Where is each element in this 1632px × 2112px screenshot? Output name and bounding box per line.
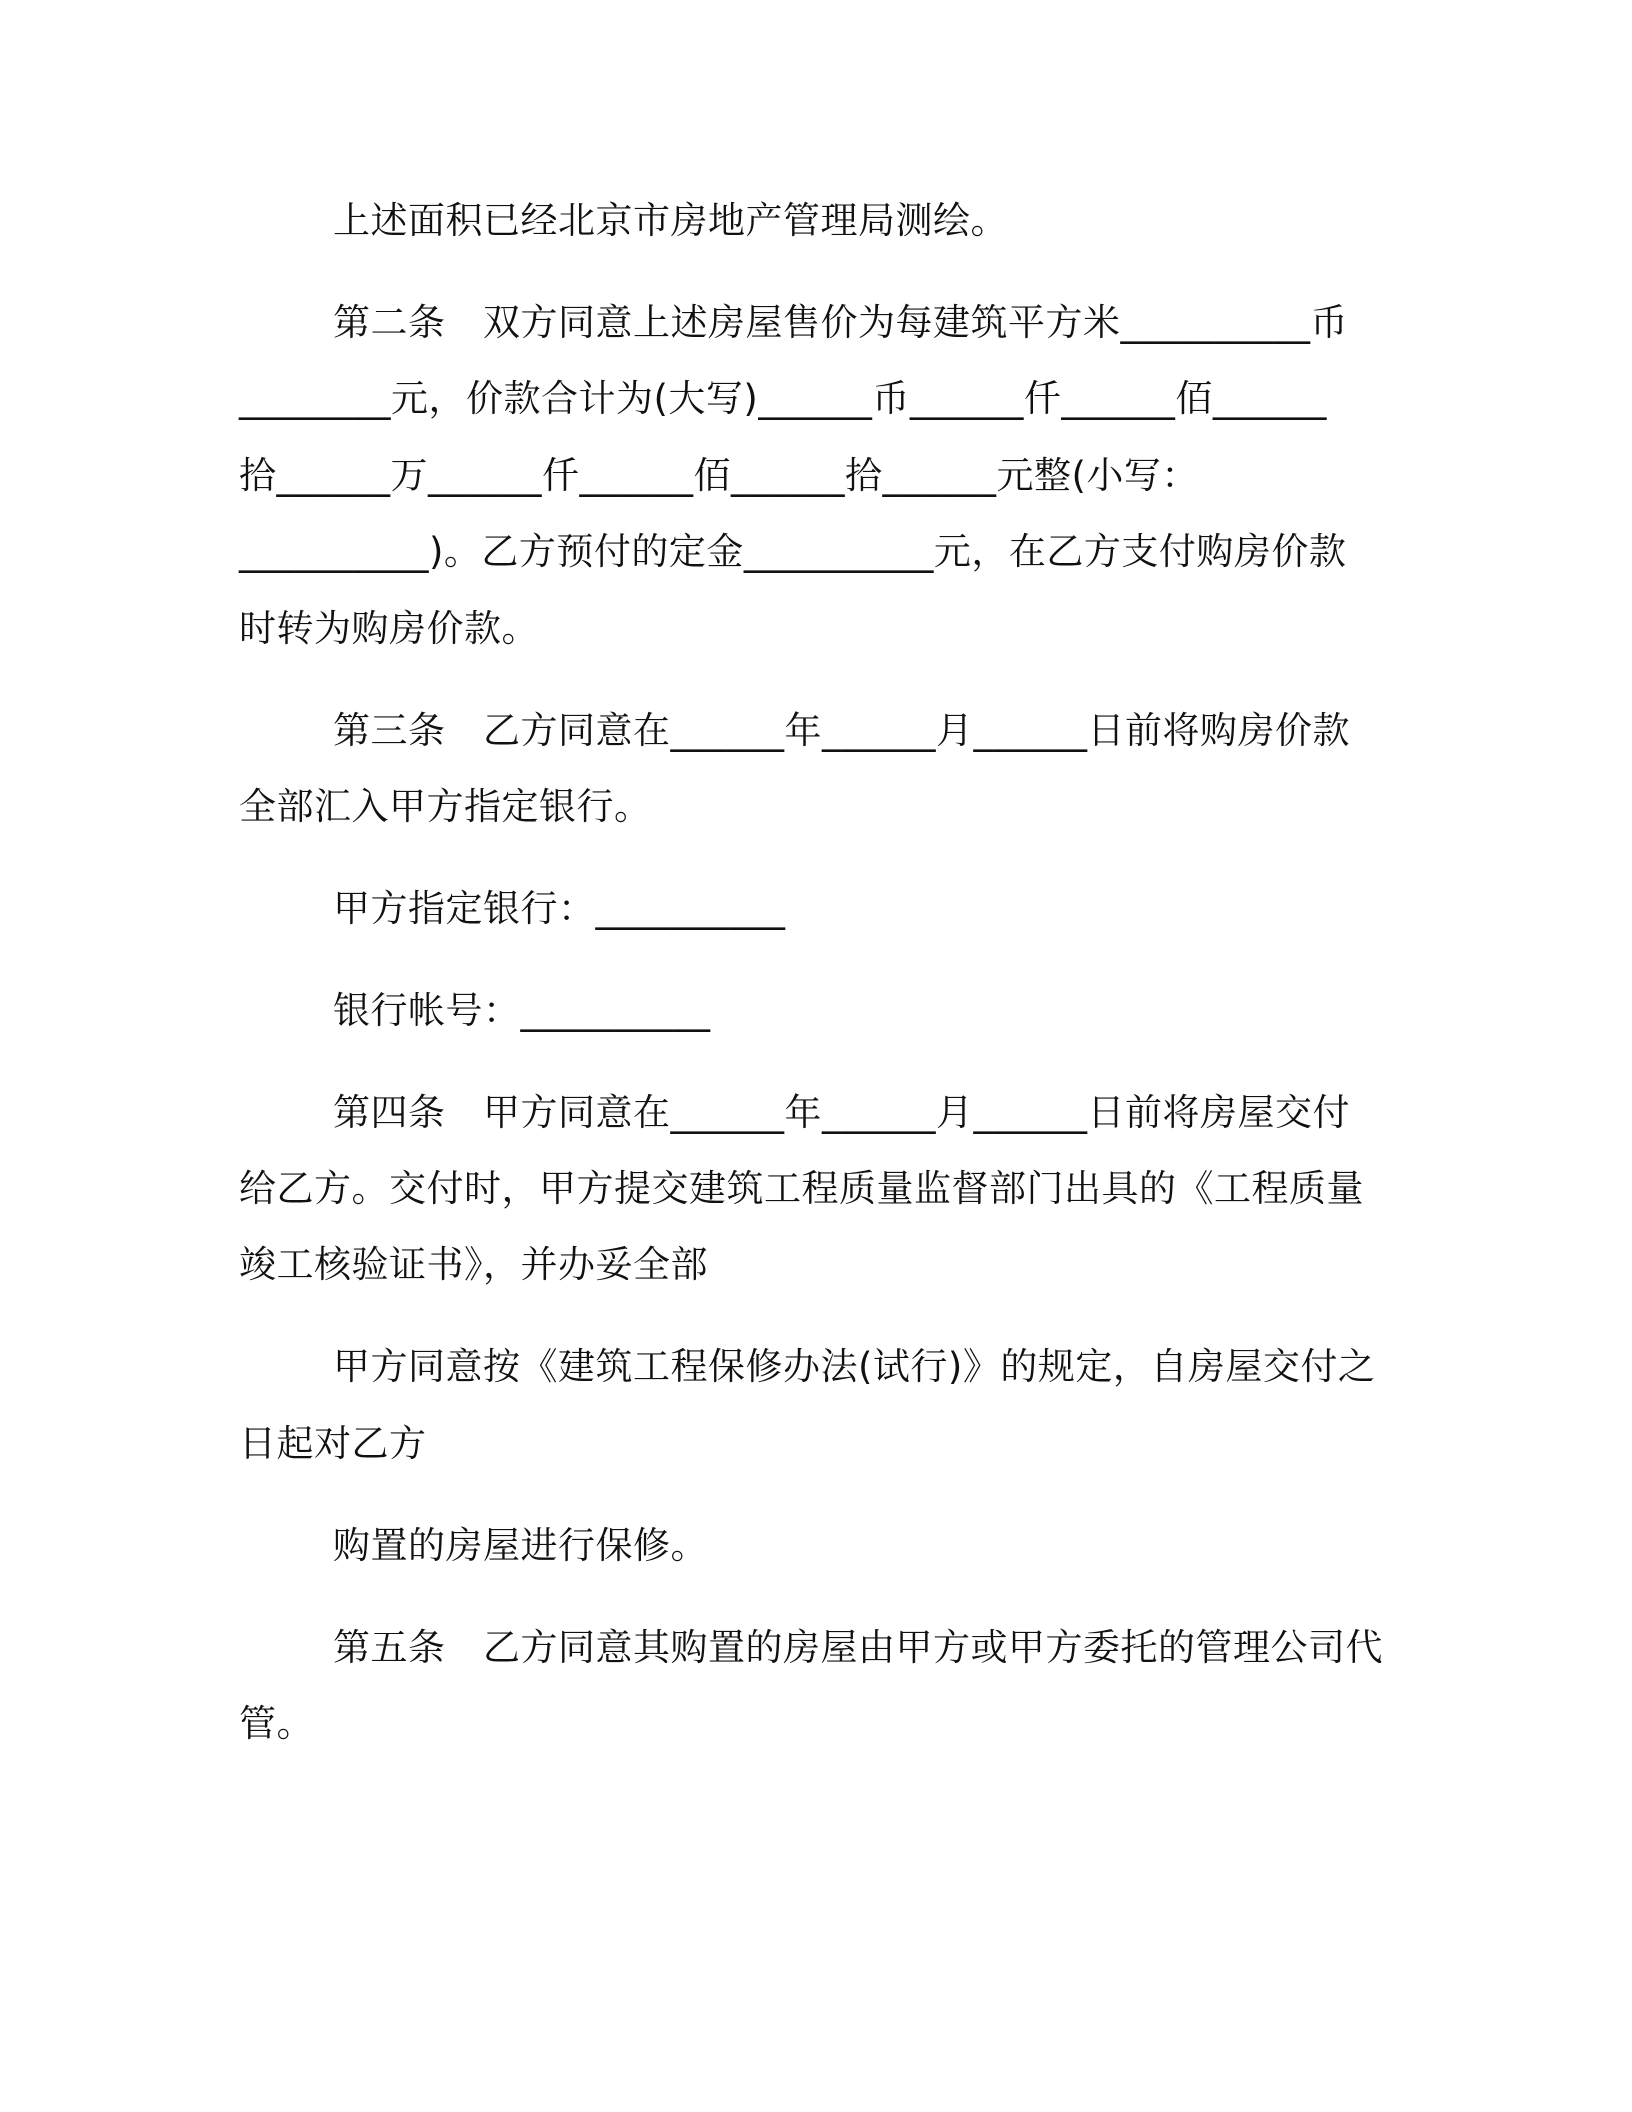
article-2-line-2: ________元，价款合计为(大写)______币______仟______佰______ — [239, 377, 1327, 420]
article-2-line-3: 拾______万______仟______佰______拾______元整(小写： — [239, 454, 1199, 497]
article-3-line-1: 第三条 乙方同意在______年______月______日前将购房价款 — [333, 709, 1350, 752]
warranty-line-3: 购置的房屋进行保修。 — [333, 1524, 708, 1567]
article-2-line-5: 时转为购房价款。 — [239, 607, 539, 650]
designated-bank-field: 甲方指定银行：__________ — [333, 887, 786, 930]
article-4-line-1: 第四条 甲方同意在______年______月______日前将房屋交付 — [333, 1091, 1350, 1134]
warranty-line-1: 甲方同意按《建筑工程保修办法(试行)》的规定，自房屋交付之 — [333, 1345, 1376, 1388]
paragraph-area-survey: 上述面积已经北京市房地产管理局测绘。 — [333, 199, 1008, 242]
article-4-line-3: 竣工核验证书》，并办妥全部 — [239, 1243, 708, 1286]
article-2-line-1: 第二条 双方同意上述房屋售价为每建筑平方米__________币 — [333, 301, 1348, 344]
bank-account-field: 银行帐号：__________ — [333, 989, 711, 1032]
article-2-line-4: __________)。乙方预付的定金__________元，在乙方支付购房价款 — [239, 530, 1347, 573]
article-5-line-2: 管。 — [239, 1702, 314, 1745]
warranty-line-2: 日起对乙方 — [239, 1422, 427, 1465]
article-3-line-2: 全部汇入甲方指定银行。 — [239, 785, 652, 828]
article-4-line-2: 给乙方。交付时，甲方提交建筑工程质量监督部门出具的《工程质量 — [239, 1167, 1364, 1210]
article-5-line-1: 第五条 乙方同意其购置的房屋由甲方或甲方委托的管理公司代 — [333, 1626, 1383, 1669]
